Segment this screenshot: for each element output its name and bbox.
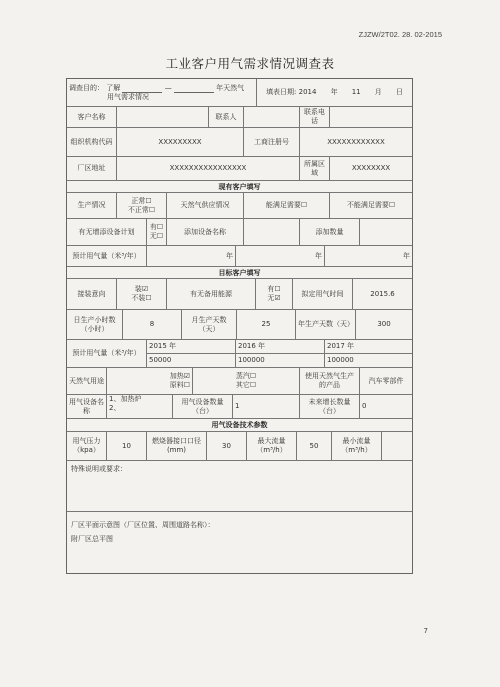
equipment-item-2: 2、 — [109, 403, 121, 412]
forecast-year-3: 2017 年 — [327, 342, 355, 351]
date-cell — [257, 79, 412, 106]
equip-plan-row — [67, 219, 412, 246]
address-row — [67, 157, 412, 181]
address-label: 厂区地址 — [67, 157, 117, 180]
existing-year-1: 年 — [147, 246, 236, 266]
contact-value — [244, 107, 300, 127]
purpose-cell — [67, 79, 257, 106]
forecast-value-1: 50000 — [149, 355, 172, 364]
gas-use-material: 原料☐ — [169, 381, 190, 389]
add-equip-name-label: 添加设备名称 — [167, 219, 244, 245]
gas-use-col-1 — [107, 368, 193, 394]
existing-year-3: 年 — [403, 251, 410, 260]
future-growth-label: 未来增长数量（台） — [300, 395, 360, 418]
add-qty-label: 添加数量 — [300, 219, 360, 245]
min-flow-value — [382, 432, 412, 460]
attachment-label: 附厂区总平图 — [71, 535, 113, 543]
existing-forecast-row — [67, 246, 412, 267]
biz-reg-label: 工商注册号 — [244, 128, 300, 156]
product-label: 使用天然气生产的产品 — [300, 368, 360, 394]
backup-energy-none: 无☑ — [267, 294, 281, 302]
product-value: 汽车零部件 — [368, 376, 404, 385]
min-flow-label: 最小流量（m³/h） — [332, 432, 382, 460]
equip-plan-has: 有☐ — [149, 223, 164, 232]
customer-row — [67, 107, 412, 128]
equipment-item-1: 1、加热炉 — [109, 395, 142, 403]
plan-time-label: 拟定用气时间 — [293, 279, 353, 309]
existing-year-2: 年 — [236, 246, 325, 266]
burner-value: 30 — [207, 432, 247, 460]
address-value: XXXXXXXXXXXXXXXX — [117, 157, 300, 180]
purpose-dash: — — [164, 83, 172, 92]
phone-value — [330, 107, 412, 127]
target-forecast-row — [67, 340, 412, 368]
target-forecast-label: 预计用气量（米³/年） — [67, 340, 147, 367]
gas-use-other: 其它☐ — [235, 381, 257, 389]
intent-row — [67, 279, 412, 310]
daily-hours-value: 8 — [123, 310, 182, 339]
intent-yes: 装☑ — [134, 285, 149, 294]
intent-no: 不装☐ — [131, 294, 152, 302]
survey-table — [66, 78, 413, 574]
site-plan-row — [67, 512, 412, 573]
date-label: 填表日期: 2014 — [266, 88, 317, 97]
plan-time-value: 2015.6 — [370, 289, 395, 298]
purpose-prefix: 了解 — [106, 83, 121, 92]
org-row — [67, 128, 412, 157]
production-time-row — [67, 310, 412, 340]
forecast-value-2: 100000 — [238, 355, 265, 364]
production-options — [117, 193, 167, 218]
backup-energy-has: 有☐ — [267, 285, 281, 294]
equip-plan-label: 有无增添设备计划 — [67, 219, 147, 245]
max-flow-label: 最大流量（m³/h） — [247, 432, 297, 460]
production-label: 生产情况 — [67, 193, 117, 218]
burner-label: 燃烧器接口口径(mm) — [147, 432, 207, 460]
target-section-title: 目标客户填写 — [67, 267, 412, 279]
form-title: 工业客户用气需求情况调查表 — [165, 56, 335, 71]
special-notes-label: 特殊说明或要求： — [71, 465, 127, 473]
gas-use-heat: 加热☑ — [169, 372, 190, 381]
equipment-row — [67, 395, 412, 419]
equipment-qty-label: 用气设备数量（台） — [173, 395, 233, 418]
yearly-days-label: 年生产天数（天） — [296, 310, 356, 339]
forecast-value-3: 100000 — [327, 355, 354, 364]
date-month-unit: 月 — [374, 88, 382, 97]
pressure-value: 10 — [107, 432, 147, 460]
tech-section-title: 用气设备技术参数 — [67, 419, 412, 432]
equip-plan-none: 无☐ — [149, 232, 164, 240]
header-row — [67, 79, 412, 107]
area-value: XXXXXXXX — [351, 164, 391, 173]
customer-name-label: 客户名称 — [67, 107, 117, 127]
equipment-list — [107, 395, 173, 418]
date-month: 11 — [351, 88, 361, 97]
purpose-line2: 用气需求情况 — [107, 92, 149, 101]
production-abnormal: 不正常☐ — [127, 205, 156, 214]
supply-ok: 能满足需要☐ — [244, 193, 330, 218]
equipment-label: 用气设备名称 — [67, 395, 107, 418]
purpose-suffix: 年天然气 — [216, 83, 245, 92]
forecast-divider — [147, 353, 412, 354]
existing-section-title: 现有客户填写 — [67, 181, 412, 193]
production-row — [67, 193, 412, 219]
backup-energy-options — [256, 279, 293, 309]
purpose-label: 调查目的： — [69, 83, 104, 92]
page-number: 7 — [423, 627, 428, 635]
supply-not: 不能满足需要☐ — [346, 201, 396, 210]
purpose-blank-2 — [174, 85, 214, 93]
equipment-qty-value: 1 — [233, 395, 300, 418]
area-label: 所属区域 — [300, 157, 330, 180]
max-flow-value: 50 — [297, 432, 332, 460]
contact-label: 联系人 — [209, 107, 244, 127]
forecast-year-2: 2016 年 — [238, 342, 266, 351]
intent-label: 接装意向 — [67, 279, 117, 309]
gas-use-label: 天然气用途 — [67, 368, 107, 394]
gas-use-steam: 蒸汽☐ — [235, 372, 257, 381]
add-equip-name-value — [244, 219, 300, 245]
production-normal: 正常☐ — [131, 196, 152, 205]
monthly-days-label: 月生产天数（天） — [182, 310, 237, 339]
supply-label: 天然气供应情况 — [167, 193, 244, 218]
special-notes-row — [67, 461, 412, 512]
intent-options — [117, 279, 167, 309]
biz-reg-value: XXXXXXXXXXXX — [327, 137, 385, 146]
equip-plan-options — [147, 219, 167, 245]
tech-row — [67, 432, 412, 461]
pressure-label: 用气压力（kpa） — [67, 432, 107, 460]
daily-hours-label: 日生产小时数（小时） — [67, 310, 123, 339]
monthly-days-value: 25 — [237, 310, 296, 339]
forecast-year-1: 2015 年 — [149, 342, 177, 351]
phone-label: 联系电话 — [300, 107, 330, 127]
purpose-blank-1 — [122, 85, 162, 93]
gas-use-col-2 — [193, 368, 300, 394]
gas-use-row — [67, 368, 412, 395]
customer-name-value — [117, 107, 209, 127]
site-plan-label: 厂区平面示意图（厂区位置、周围道路名称）： — [71, 521, 215, 529]
document-code: ZJZW/2T02. 28. 02-2015 — [358, 30, 442, 39]
yearly-days-value: 300 — [377, 320, 391, 329]
date-year-unit: 年 — [330, 88, 338, 97]
future-growth-value: 0 — [362, 402, 367, 411]
existing-forecast-label: 预计用气量（米³/年） — [67, 246, 147, 266]
date-day-unit: 日 — [395, 88, 403, 97]
backup-energy-label: 有无备用能源 — [167, 279, 256, 309]
org-code-label: 组织机构代码 — [67, 128, 117, 156]
org-code-value: XXXXXXXXX — [117, 128, 244, 156]
add-qty-value — [360, 219, 412, 245]
